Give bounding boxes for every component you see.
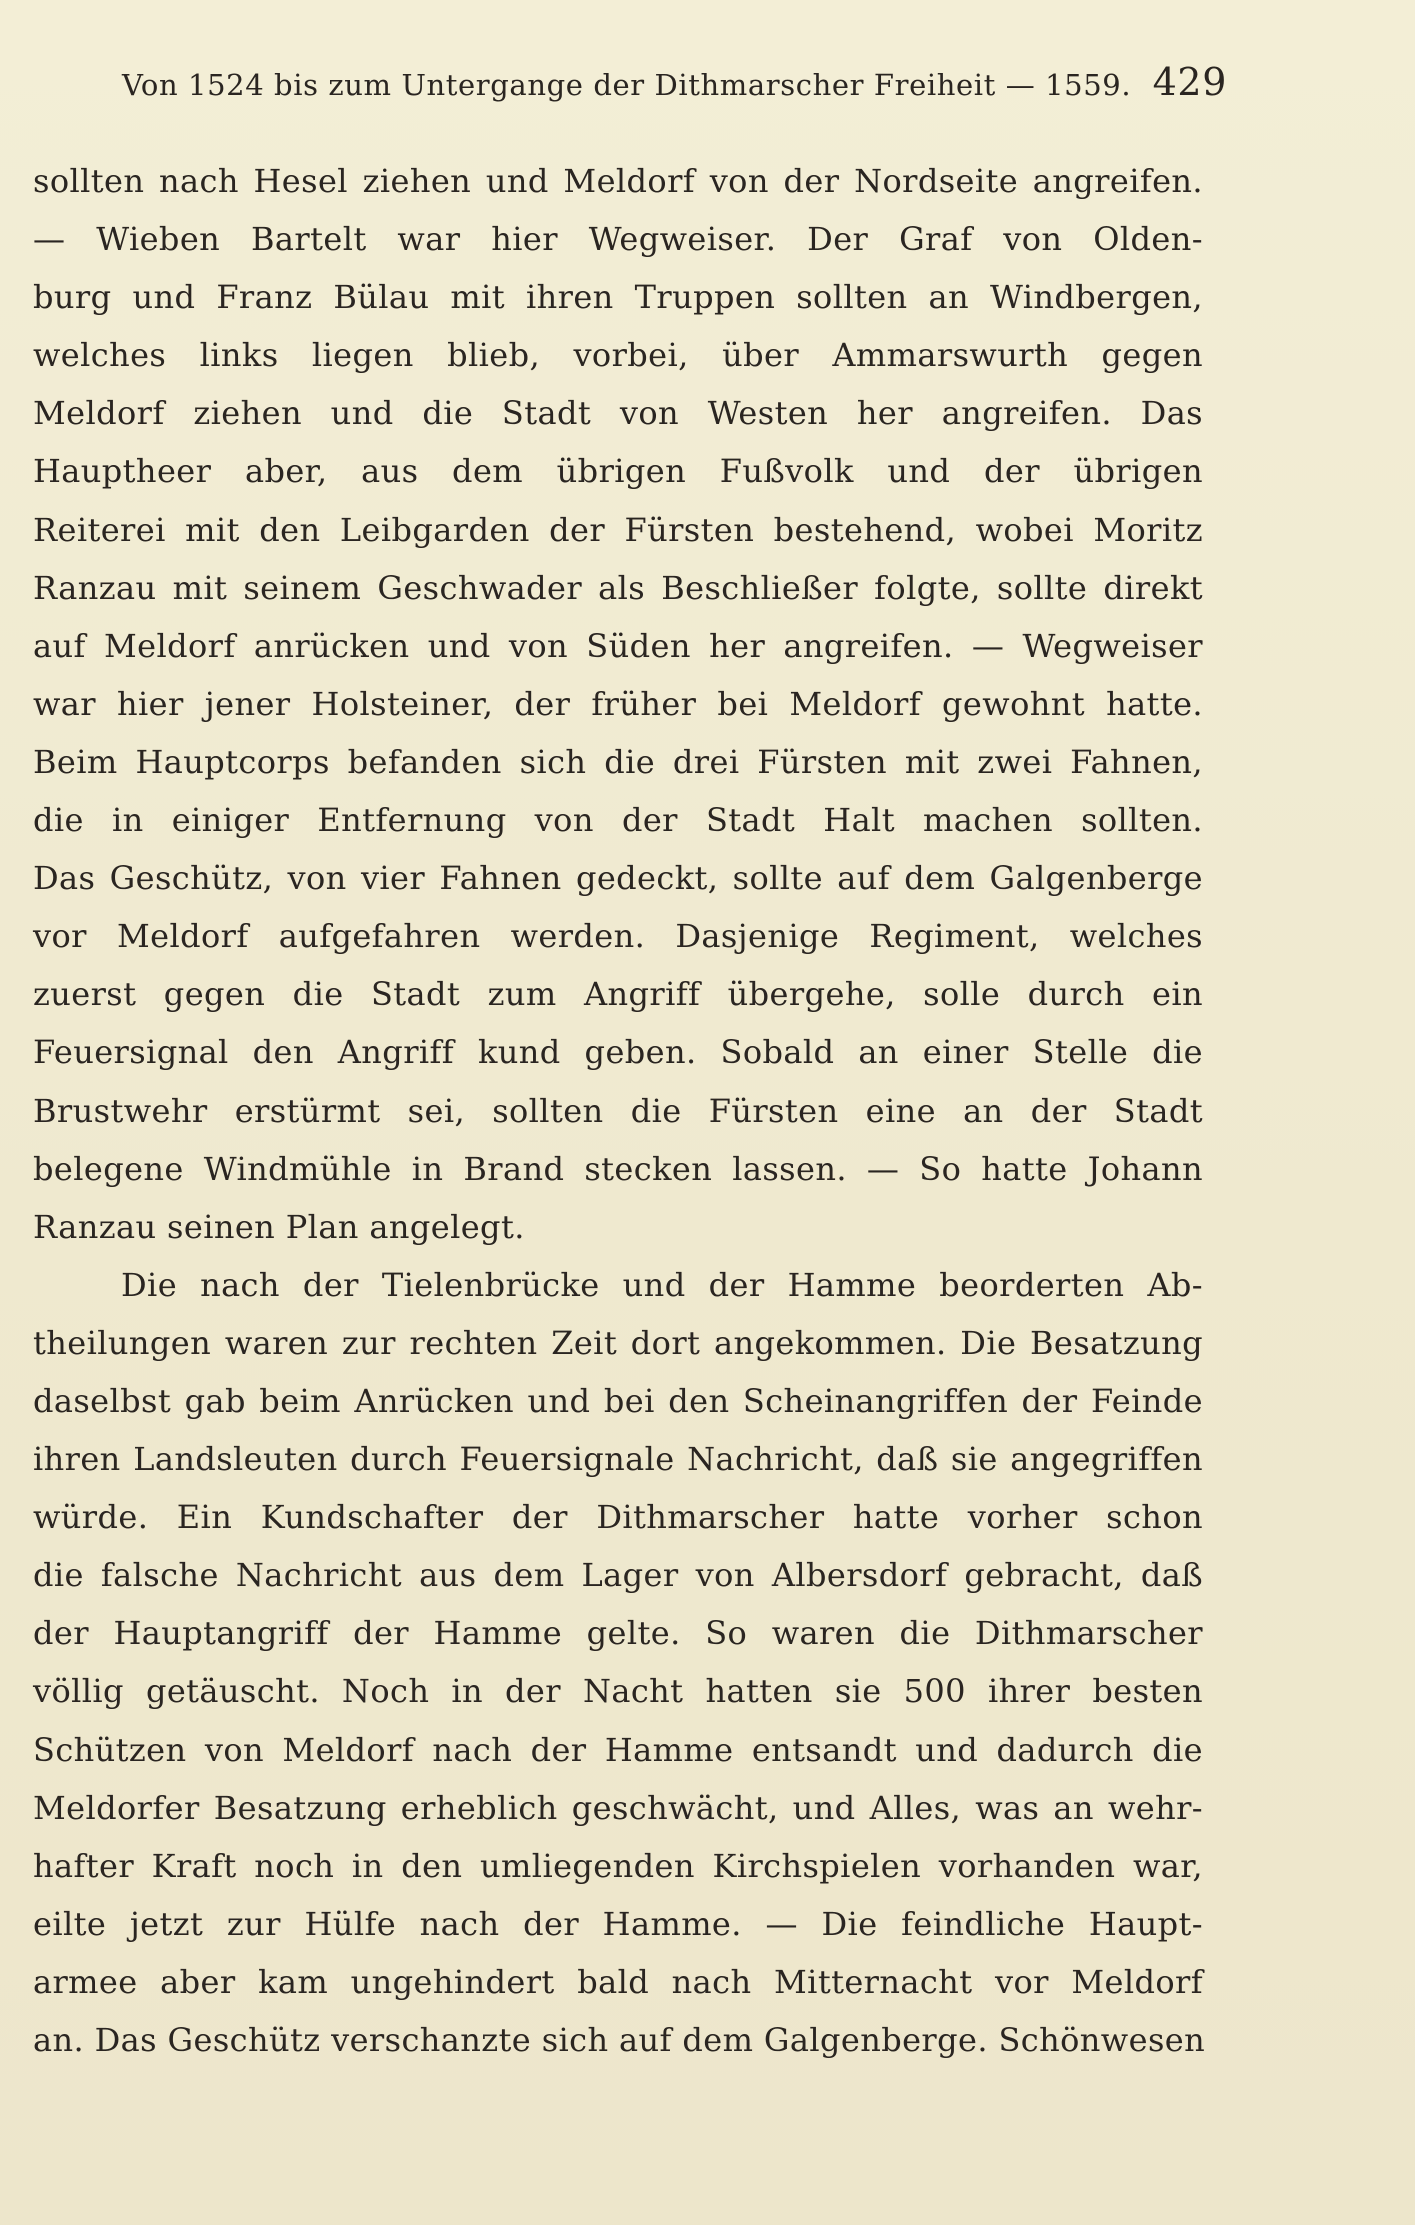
text-line: Reiterei mit den Leibgarden der Fürsten bestehend, wobei Moritz — [33, 510, 1203, 549]
text-line: Das Geschütz, von vier Fahnen gedeckt, sollte auf dem Galgenberge — [33, 859, 1203, 898]
text-line: Schützen von Meldorf nach der Hamme entsandt und dadurch die — [33, 1730, 1203, 1769]
text-line: Hauptheer aber, aus dem übrigen Fußvolk und der übrigen — [33, 452, 1203, 491]
text-line: an. Das Geschütz verschanzte sich auf dem Galgenberge. Schönwesen — [33, 2021, 1206, 2059]
text-line: sollten nach Hesel ziehen und Meldorf von der Nordseite angreifen. — [33, 162, 1203, 200]
text-line: Feuersignal den Angriff kund geben. Sobald an einer Stelle die — [33, 1033, 1203, 1072]
text-line: Beim Hauptcorps befanden sich die drei Fürsten mit zwei Fahnen, — [33, 742, 1203, 781]
text-line: theilungen waren zur rechten Zeit dort angekommen. Die Besatzung — [33, 1323, 1203, 1362]
text-line: der Hauptangriff der Hamme gelte. So waren die Dithmarscher — [33, 1614, 1203, 1653]
text-line: war hier jener Holsteiner, der früher bei Meldorf gewohnt hatte. — [33, 684, 1203, 723]
running-head — [122, 60, 1227, 108]
text-line: armee aber kam ungehindert bald nach Mitternacht vor Meldorf — [33, 1962, 1203, 2001]
text-line: hafter Kraft noch in den umliegenden Kirchspielen vorhanden war, — [33, 1846, 1203, 1885]
body-text — [33, 152, 1206, 2069]
text-line: Ranzau mit seinem Geschwader als Beschließer folgte, sollte direkt — [33, 568, 1203, 607]
text-line: eilte jetzt zur Hülfe nach der Hamme. — Die feindliche Haupt- — [33, 1904, 1203, 1943]
text-line: — Wieben Bartelt war hier Wegweiser. Der Graf von Olden- — [33, 220, 1203, 259]
text-line: vor Meldorf aufgefahren werden. Dasjenige Regiment, welches — [33, 917, 1203, 956]
paragraph-1 — [33, 152, 1203, 1256]
text-line: die in einiger Entfernung von der Stadt Halt machen sollten. — [33, 801, 1203, 840]
text-line: Ranzau seinen Plan angelegt. — [33, 1207, 525, 1246]
page-number: 429 — [1152, 60, 1227, 104]
text-line: burg und Franz Bülau mit ihren Truppen sollten an Windbergen, — [33, 278, 1203, 317]
text-line: welches links liegen blieb, vorbei, über Ammarswurth gegen — [33, 336, 1203, 375]
text-line: ihren Landsleuten durch Feuersignale Nachricht, daß sie angegriffen — [33, 1440, 1203, 1479]
text-line: Meldorfer Besatzung erheblich geschwächt, und Alles, was an wehr- — [33, 1788, 1203, 1827]
text-line: Die nach der Tielenbrücke und der Hamme beorderten Ab- — [121, 1265, 1203, 1304]
text-line: daselbst gab beim Anrücken und bei den Scheinangriffen der Feinde — [33, 1381, 1203, 1420]
text-line: die falsche Nachricht aus dem Lager von Albersdorf gebracht, daß — [33, 1556, 1203, 1595]
text-line: auf Meldorf anrücken und von Süden her angreifen. — Wegweiser — [33, 626, 1203, 665]
text-line: Meldorf ziehen und die Stadt von Westen her angreifen. Das — [33, 394, 1203, 433]
text-line: Brustwehr erstürmt sei, sollten die Fürsten eine an der Stadt — [33, 1091, 1203, 1130]
text-line: belegene Windmühle in Brand stecken lassen. — So hatte Johann — [33, 1149, 1203, 1188]
running-head-title: Von 1524 bis zum Untergange der Dithmarscher Freiheit — 1559. — [122, 68, 1132, 102]
paragraph-2 — [33, 1256, 1206, 2069]
text-line: völlig getäuscht. Noch in der Nacht hatten sie 500 ihrer besten — [33, 1672, 1203, 1711]
text-line: würde. Ein Kundschafter der Dithmarscher hatte vorher schon — [33, 1498, 1203, 1537]
text-line: zuerst gegen die Stadt zum Angriff übergehe, solle durch ein — [33, 975, 1203, 1014]
